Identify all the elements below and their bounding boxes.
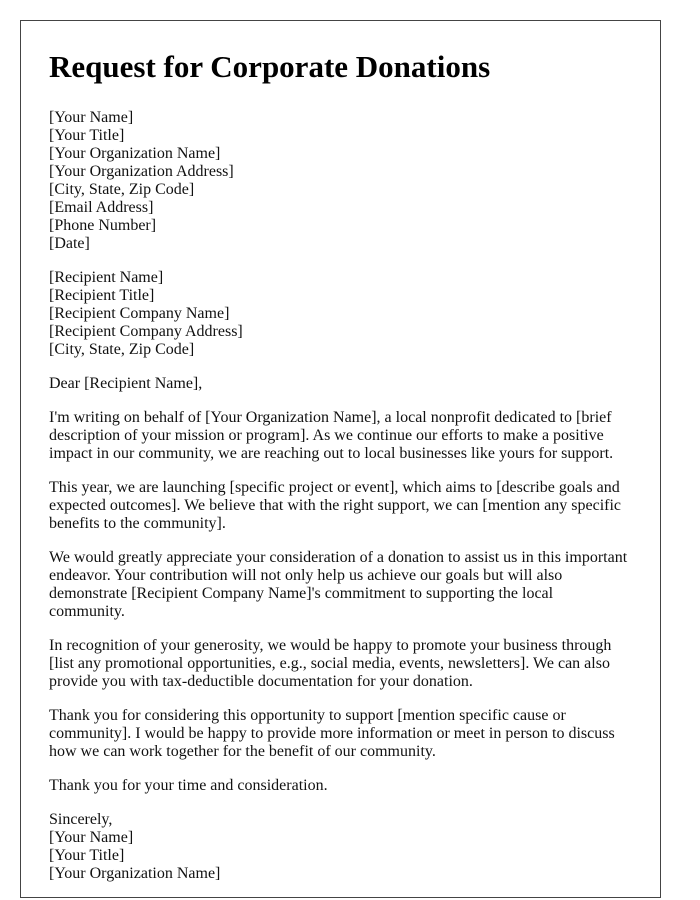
letter-date: [Date] bbox=[49, 235, 90, 252]
sender-city-state-zip: [City, State, Zip Code] bbox=[49, 181, 195, 198]
signature-name: [Your Name] bbox=[49, 829, 134, 846]
closing-word: Sincerely, bbox=[49, 811, 113, 828]
recipient-city-state-zip: [City, State, Zip Code] bbox=[49, 341, 195, 358]
sender-name: [Your Name] bbox=[49, 109, 134, 126]
sender-block bbox=[49, 109, 632, 253]
recipient-title: [Recipient Title] bbox=[49, 287, 155, 304]
salutation: Dear [Recipient Name], bbox=[49, 375, 203, 392]
paragraph-recognition: In recognition of your generosity, we would be happy to promote your business through [list any promotional opportunities, e.g., social media, events, newsletters]. We can also provide you with tax-deductible documentation for your donation. bbox=[49, 637, 612, 690]
letter-title: Request for Corporate Donations bbox=[49, 49, 491, 84]
paragraph-intro: I'm writing on behalf of [Your Organization Name], a local nonprofit dedicated to [brief description of your mission or program]. As we continue our efforts to make a positive impact in our community, we are reaching out to local businesses like yours for support. bbox=[49, 409, 614, 462]
signature-title: [Your Title] bbox=[49, 847, 125, 864]
recipient-block bbox=[49, 269, 632, 359]
sender-title: [Your Title] bbox=[49, 127, 125, 144]
sender-organization: [Your Organization Name] bbox=[49, 145, 221, 162]
paragraph-project: This year, we are launching [specific project or event], which aims to [describe goals and expected outcomes]. We believe that with the right support, we can [mention any specific benefits to the community]. bbox=[49, 479, 622, 532]
paragraph-thanks: Thank you for considering this opportunity to support [mention specific cause or community]. I would be happy to provide more information or meet in person to discuss how we can work together for the benefit of our community. bbox=[49, 707, 615, 760]
sender-email: [Email Address] bbox=[49, 199, 154, 216]
signature-organization: [Your Organization Name] bbox=[49, 865, 221, 882]
signature-block bbox=[49, 811, 632, 883]
recipient-company: [Recipient Company Name] bbox=[49, 305, 230, 322]
recipient-address: [Recipient Company Address] bbox=[49, 323, 243, 340]
sender-phone: [Phone Number] bbox=[49, 217, 157, 234]
paragraph-closing-thanks: Thank you for your time and consideration. bbox=[49, 777, 328, 794]
letter-page bbox=[20, 20, 661, 898]
sender-address: [Your Organization Address] bbox=[49, 163, 234, 180]
paragraph-request: We would greatly appreciate your consideration of a donation to assist us in this important endeavor. Your contribution will not only help us achieve our goals but will also demonstrate [Recipient Company Name]'s commitment to supporting the local community. bbox=[49, 549, 628, 620]
recipient-name: [Recipient Name] bbox=[49, 269, 164, 286]
